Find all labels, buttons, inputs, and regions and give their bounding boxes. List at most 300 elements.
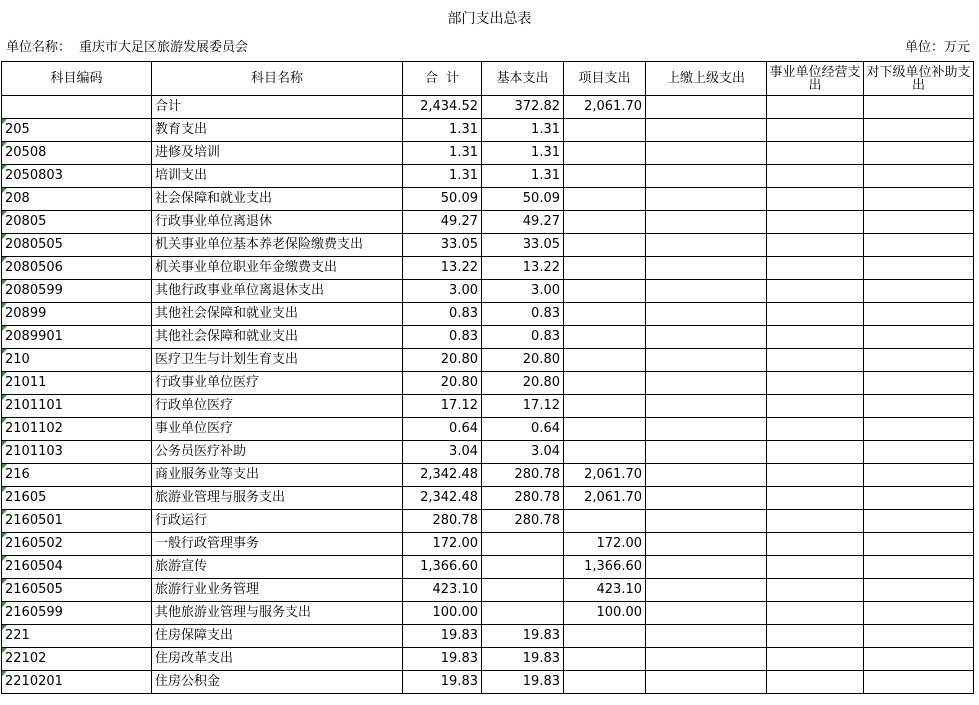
cell-project — [564, 188, 646, 211]
cell-name — [152, 257, 403, 280]
cell-total — [403, 326, 482, 349]
cell-upper — [646, 418, 767, 441]
cell-total-text: 423.10 — [432, 582, 478, 597]
cell-business — [767, 487, 864, 510]
cell-code-text: 2160502 — [5, 536, 63, 551]
cell-name-text: 医疗卫生与计划生育支出 — [155, 352, 299, 367]
cell-name-text: 旅游业管理与服务支出 — [155, 490, 286, 505]
cell-subsidy — [864, 119, 974, 142]
cell-project — [564, 671, 646, 694]
cell-name — [152, 625, 403, 648]
report-title: 部门支出总表 — [447, 11, 532, 27]
cell-subsidy — [864, 441, 974, 464]
cell-code-text: 2160504 — [5, 559, 63, 574]
cell-business — [767, 579, 864, 602]
cell-name — [152, 533, 403, 556]
cell-project — [564, 395, 646, 418]
cell-name-text: 教育支出 — [155, 122, 208, 137]
cell-marker-icon — [2, 602, 7, 607]
cell-subsidy — [864, 280, 974, 303]
cell-upper — [646, 464, 767, 487]
cell-upper — [646, 119, 767, 142]
cell-total — [403, 280, 482, 303]
cell-project — [564, 648, 646, 671]
cell-subsidy — [864, 165, 974, 188]
cell-name — [152, 96, 403, 119]
cell-total — [403, 487, 482, 510]
cell-marker-icon — [2, 234, 7, 239]
cell-code-text: 2101103 — [5, 444, 63, 459]
table-row — [2, 257, 974, 280]
cell-project — [564, 625, 646, 648]
cell-name-text: 旅游行业业务管理 — [155, 582, 260, 597]
cell-total-text: 20.80 — [440, 352, 478, 367]
cell-upper — [646, 648, 767, 671]
cell-subsidy — [864, 372, 974, 395]
cell-project — [564, 372, 646, 395]
cell-total — [403, 556, 482, 579]
cell-code — [2, 211, 152, 234]
cell-total-text: 3.04 — [449, 444, 478, 459]
cell-marker-icon — [2, 625, 7, 630]
cell-name — [152, 418, 403, 441]
cell-basic-text: 280.78 — [514, 490, 560, 505]
header-basic: 基本支出 — [482, 62, 564, 96]
cell-name-text: 其他社会保障和就业支出 — [155, 329, 299, 344]
cell-name — [152, 441, 403, 464]
cell-basic-text: 19.83 — [522, 674, 560, 689]
cell-subsidy — [864, 142, 974, 165]
cell-upper — [646, 303, 767, 326]
header-row — [2, 62, 974, 96]
cell-marker-icon — [2, 119, 7, 124]
cell-business — [767, 280, 864, 303]
cell-code-text: 205 — [5, 122, 30, 137]
currency-unit: 单位：万元 — [904, 40, 970, 55]
cell-business — [767, 303, 864, 326]
cell-code-text: 21011 — [5, 375, 47, 390]
cell-marker-icon — [2, 188, 7, 193]
cell-code-text: 2101102 — [5, 421, 63, 436]
cell-code-text: 2080505 — [5, 237, 63, 252]
cell-upper — [646, 441, 767, 464]
cell-total-text: 0.83 — [449, 329, 478, 344]
cell-project — [564, 510, 646, 533]
cell-upper — [646, 211, 767, 234]
cell-marker-icon — [2, 510, 7, 515]
table-row — [2, 119, 974, 142]
cell-name-text: 住房保障支出 — [155, 628, 234, 643]
cell-basic-text: 1.31 — [531, 122, 560, 137]
cell-total-text: 1.31 — [449, 145, 478, 160]
cell-project — [564, 441, 646, 464]
cell-total-text: 49.27 — [440, 214, 478, 229]
cell-project — [564, 142, 646, 165]
cell-upper — [646, 142, 767, 165]
cell-total — [403, 188, 482, 211]
cell-basic — [482, 96, 564, 119]
unit-name-label: 单位名称： — [6, 40, 72, 55]
cell-basic-text: 0.83 — [531, 306, 560, 321]
cell-basic — [482, 671, 564, 694]
cell-marker-icon — [2, 211, 7, 216]
cell-total — [403, 349, 482, 372]
cell-marker-icon — [2, 349, 7, 354]
cell-upper — [646, 257, 767, 280]
cell-subsidy — [864, 234, 974, 257]
cell-basic-text: 19.83 — [522, 651, 560, 666]
cell-basic — [482, 418, 564, 441]
cell-name — [152, 464, 403, 487]
cell-upper — [646, 487, 767, 510]
cell-subsidy — [864, 648, 974, 671]
table-row — [2, 602, 974, 625]
cell-name-text: 行政运行 — [155, 513, 208, 528]
cell-marker-icon — [2, 280, 7, 285]
cell-business — [767, 510, 864, 533]
cell-name-text: 其他旅游业管理与服务支出 — [155, 605, 312, 620]
cell-code-text: 208 — [5, 191, 30, 206]
cell-code — [2, 510, 152, 533]
cell-business — [767, 602, 864, 625]
cell-subsidy — [864, 602, 974, 625]
cell-code — [2, 372, 152, 395]
cell-code-text: 2050803 — [5, 168, 63, 183]
cell-name-text: 社会保障和就业支出 — [155, 191, 273, 206]
table-row — [2, 510, 974, 533]
expenditure-table — [1, 61, 974, 694]
cell-name-text: 机关事业单位基本养老保险缴费支出 — [155, 237, 364, 252]
cell-basic — [482, 510, 564, 533]
cell-total — [403, 303, 482, 326]
cell-name-text: 行政单位医疗 — [155, 398, 234, 413]
cell-name — [152, 165, 403, 188]
cell-basic-text: 280.78 — [514, 513, 560, 528]
cell-total — [403, 671, 482, 694]
cell-name — [152, 487, 403, 510]
cell-project — [564, 119, 646, 142]
cell-project — [564, 533, 646, 556]
cell-project — [564, 418, 646, 441]
cell-name-text: 住房改革支出 — [155, 651, 234, 666]
cell-subsidy — [864, 579, 974, 602]
cell-total — [403, 372, 482, 395]
cell-name — [152, 349, 403, 372]
cell-name-text: 事业单位医疗 — [155, 421, 234, 436]
cell-basic — [482, 165, 564, 188]
table-row — [2, 648, 974, 671]
cell-name-text: 旅游宣传 — [155, 559, 208, 574]
cell-total — [403, 510, 482, 533]
cell-code — [2, 326, 152, 349]
cell-project — [564, 579, 646, 602]
cell-upper — [646, 510, 767, 533]
cell-basic — [482, 303, 564, 326]
cell-code-text: 216 — [5, 467, 30, 482]
cell-upper — [646, 349, 767, 372]
cell-project-text: 2,061.70 — [584, 490, 642, 505]
cell-code-text: 20508 — [5, 145, 47, 160]
cell-subsidy — [864, 671, 974, 694]
cell-total — [403, 602, 482, 625]
table-row — [2, 625, 974, 648]
cell-code — [2, 257, 152, 280]
cell-total-text: 3.00 — [449, 283, 478, 298]
table-row — [2, 188, 974, 211]
cell-basic — [482, 487, 564, 510]
cell-name — [152, 602, 403, 625]
cell-name-text: 行政事业单位医疗 — [155, 375, 260, 390]
cell-code — [2, 441, 152, 464]
table-row — [2, 464, 974, 487]
cell-basic — [482, 579, 564, 602]
cell-code — [2, 96, 152, 119]
cell-business — [767, 464, 864, 487]
cell-business — [767, 188, 864, 211]
cell-basic-text: 372.82 — [514, 99, 560, 114]
cell-business — [767, 418, 864, 441]
cell-code — [2, 556, 152, 579]
table-row — [2, 487, 974, 510]
cell-upper — [646, 625, 767, 648]
cell-marker-icon — [2, 464, 7, 469]
cell-name-text: 一般行政管理事务 — [155, 536, 260, 551]
cell-subsidy — [864, 487, 974, 510]
cell-basic — [482, 625, 564, 648]
cell-total — [403, 234, 482, 257]
cell-basic-text: 13.22 — [522, 260, 560, 275]
cell-basic-text: 50.09 — [522, 191, 560, 206]
cell-project — [564, 602, 646, 625]
cell-code — [2, 671, 152, 694]
cell-code — [2, 487, 152, 510]
cell-code — [2, 349, 152, 372]
cell-name — [152, 119, 403, 142]
cell-project-text: 100.00 — [596, 605, 642, 620]
cell-basic — [482, 372, 564, 395]
cell-marker-icon — [2, 533, 7, 538]
cell-name — [152, 510, 403, 533]
cell-name-text: 合计 — [155, 99, 182, 114]
cell-name — [152, 395, 403, 418]
cell-project-text: 423.10 — [596, 582, 642, 597]
cell-subsidy — [864, 464, 974, 487]
cell-code-text: 2160599 — [5, 605, 63, 620]
cell-project — [564, 556, 646, 579]
cell-basic-text: 33.05 — [522, 237, 560, 252]
cell-upper — [646, 280, 767, 303]
table-row — [2, 372, 974, 395]
cell-total — [403, 96, 482, 119]
table-row — [2, 395, 974, 418]
cell-basic-text: 49.27 — [522, 214, 560, 229]
cell-project — [564, 303, 646, 326]
cell-total — [403, 533, 482, 556]
cell-upper — [646, 372, 767, 395]
cell-business — [767, 441, 864, 464]
cell-basic-text: 19.83 — [522, 628, 560, 643]
cell-basic — [482, 441, 564, 464]
cell-code-text: 21605 — [5, 490, 47, 505]
cell-business — [767, 349, 864, 372]
cell-code — [2, 579, 152, 602]
cell-project-text: 172.00 — [596, 536, 642, 551]
table-row — [2, 142, 974, 165]
cell-subsidy — [864, 211, 974, 234]
cell-code-text: 22102 — [5, 651, 47, 666]
cell-total — [403, 648, 482, 671]
cell-code-text: 2089901 — [5, 329, 63, 344]
cell-code — [2, 625, 152, 648]
cell-project — [564, 211, 646, 234]
cell-upper — [646, 533, 767, 556]
cell-code-text: 2101101 — [5, 398, 63, 413]
cell-name — [152, 579, 403, 602]
cell-business — [767, 533, 864, 556]
cell-business — [767, 234, 864, 257]
cell-business — [767, 326, 864, 349]
cell-upper — [646, 556, 767, 579]
cell-subsidy — [864, 326, 974, 349]
cell-total — [403, 625, 482, 648]
cell-project — [564, 257, 646, 280]
cell-name-text: 其他社会保障和就业支出 — [155, 306, 299, 321]
cell-name — [152, 211, 403, 234]
cell-marker-icon — [2, 257, 7, 262]
header-subsidy: 对下级单位补助支出 — [864, 62, 974, 96]
cell-total — [403, 119, 482, 142]
cell-basic — [482, 119, 564, 142]
cell-total-text: 13.22 — [440, 260, 478, 275]
cell-name — [152, 280, 403, 303]
table-row — [2, 303, 974, 326]
cell-business — [767, 395, 864, 418]
cell-total — [403, 464, 482, 487]
cell-basic-text: 20.80 — [522, 375, 560, 390]
cell-business — [767, 556, 864, 579]
cell-marker-icon — [2, 487, 7, 492]
cell-business — [767, 671, 864, 694]
cell-project-text: 2,061.70 — [584, 467, 642, 482]
cell-code — [2, 395, 152, 418]
cell-name-text: 进修及培训 — [155, 145, 221, 160]
cell-basic — [482, 648, 564, 671]
cell-name — [152, 188, 403, 211]
cell-code — [2, 464, 152, 487]
table-row — [2, 579, 974, 602]
cell-basic-text: 280.78 — [514, 467, 560, 482]
cell-total — [403, 395, 482, 418]
cell-name-text: 其他行政事业单位离退休支出 — [155, 283, 325, 298]
cell-total-text: 20.80 — [440, 375, 478, 390]
cell-name-text: 机关事业单位职业年金缴费支出 — [155, 260, 338, 275]
report-subheader — [0, 37, 979, 59]
cell-total-text: 172.00 — [432, 536, 478, 551]
cell-project — [564, 96, 646, 119]
cell-total-text: 1,366.60 — [420, 559, 478, 574]
cell-code-text: 20899 — [5, 306, 47, 321]
table-row — [2, 671, 974, 694]
cell-total-text: 2,342.48 — [420, 490, 478, 505]
cell-name-text: 住房公积金 — [155, 674, 221, 689]
cell-total — [403, 165, 482, 188]
cell-total-text: 17.12 — [440, 398, 478, 413]
cell-subsidy — [864, 556, 974, 579]
cell-total — [403, 257, 482, 280]
cell-basic-text: 0.64 — [531, 421, 560, 436]
table-row — [2, 326, 974, 349]
cell-upper — [646, 188, 767, 211]
cell-name — [152, 303, 403, 326]
cell-code-text: 2080506 — [5, 260, 63, 275]
cell-upper — [646, 96, 767, 119]
cell-total — [403, 142, 482, 165]
cell-basic-text: 1.31 — [531, 168, 560, 183]
cell-marker-icon — [2, 671, 7, 676]
cell-business — [767, 96, 864, 119]
cell-project — [564, 234, 646, 257]
cell-total-text: 50.09 — [440, 191, 478, 206]
cell-name — [152, 671, 403, 694]
cell-name — [152, 234, 403, 257]
cell-name — [152, 142, 403, 165]
cell-project — [564, 280, 646, 303]
cell-code — [2, 165, 152, 188]
cell-basic-text: 3.04 — [531, 444, 560, 459]
table-row — [2, 280, 974, 303]
cell-marker-icon — [2, 303, 7, 308]
table-row — [2, 96, 974, 119]
header-name: 科目名称 — [152, 62, 403, 96]
cell-total-text: 33.05 — [440, 237, 478, 252]
cell-business — [767, 625, 864, 648]
cell-total-text: 0.83 — [449, 306, 478, 321]
cell-total-text: 2,434.52 — [420, 99, 478, 114]
cell-total-text: 100.00 — [432, 605, 478, 620]
cell-subsidy — [864, 533, 974, 556]
cell-business — [767, 211, 864, 234]
cell-code — [2, 533, 152, 556]
cell-total-text: 19.83 — [440, 674, 478, 689]
cell-code-text: 2160505 — [5, 582, 63, 597]
header-business: 事业单位经营支出 — [767, 62, 864, 96]
cell-business — [767, 119, 864, 142]
cell-basic — [482, 556, 564, 579]
cell-total-text: 1.31 — [449, 168, 478, 183]
cell-code — [2, 188, 152, 211]
cell-subsidy — [864, 510, 974, 533]
cell-code-text: 20805 — [5, 214, 47, 229]
table-row — [2, 349, 974, 372]
cell-upper — [646, 165, 767, 188]
cell-total — [403, 579, 482, 602]
cell-code — [2, 648, 152, 671]
cell-name-text: 公务员医疗补助 — [155, 444, 247, 459]
cell-subsidy — [864, 303, 974, 326]
cell-basic — [482, 142, 564, 165]
cell-subsidy — [864, 96, 974, 119]
table-body — [2, 96, 974, 694]
cell-name-text: 商业服务业等支出 — [155, 467, 260, 482]
cell-upper — [646, 234, 767, 257]
table-row — [2, 165, 974, 188]
cell-upper — [646, 326, 767, 349]
cell-marker-icon — [2, 142, 7, 147]
cell-marker-icon — [2, 441, 7, 446]
cell-basic-text: 1.31 — [531, 145, 560, 160]
cell-total-text: 280.78 — [432, 513, 478, 528]
table-row — [2, 533, 974, 556]
